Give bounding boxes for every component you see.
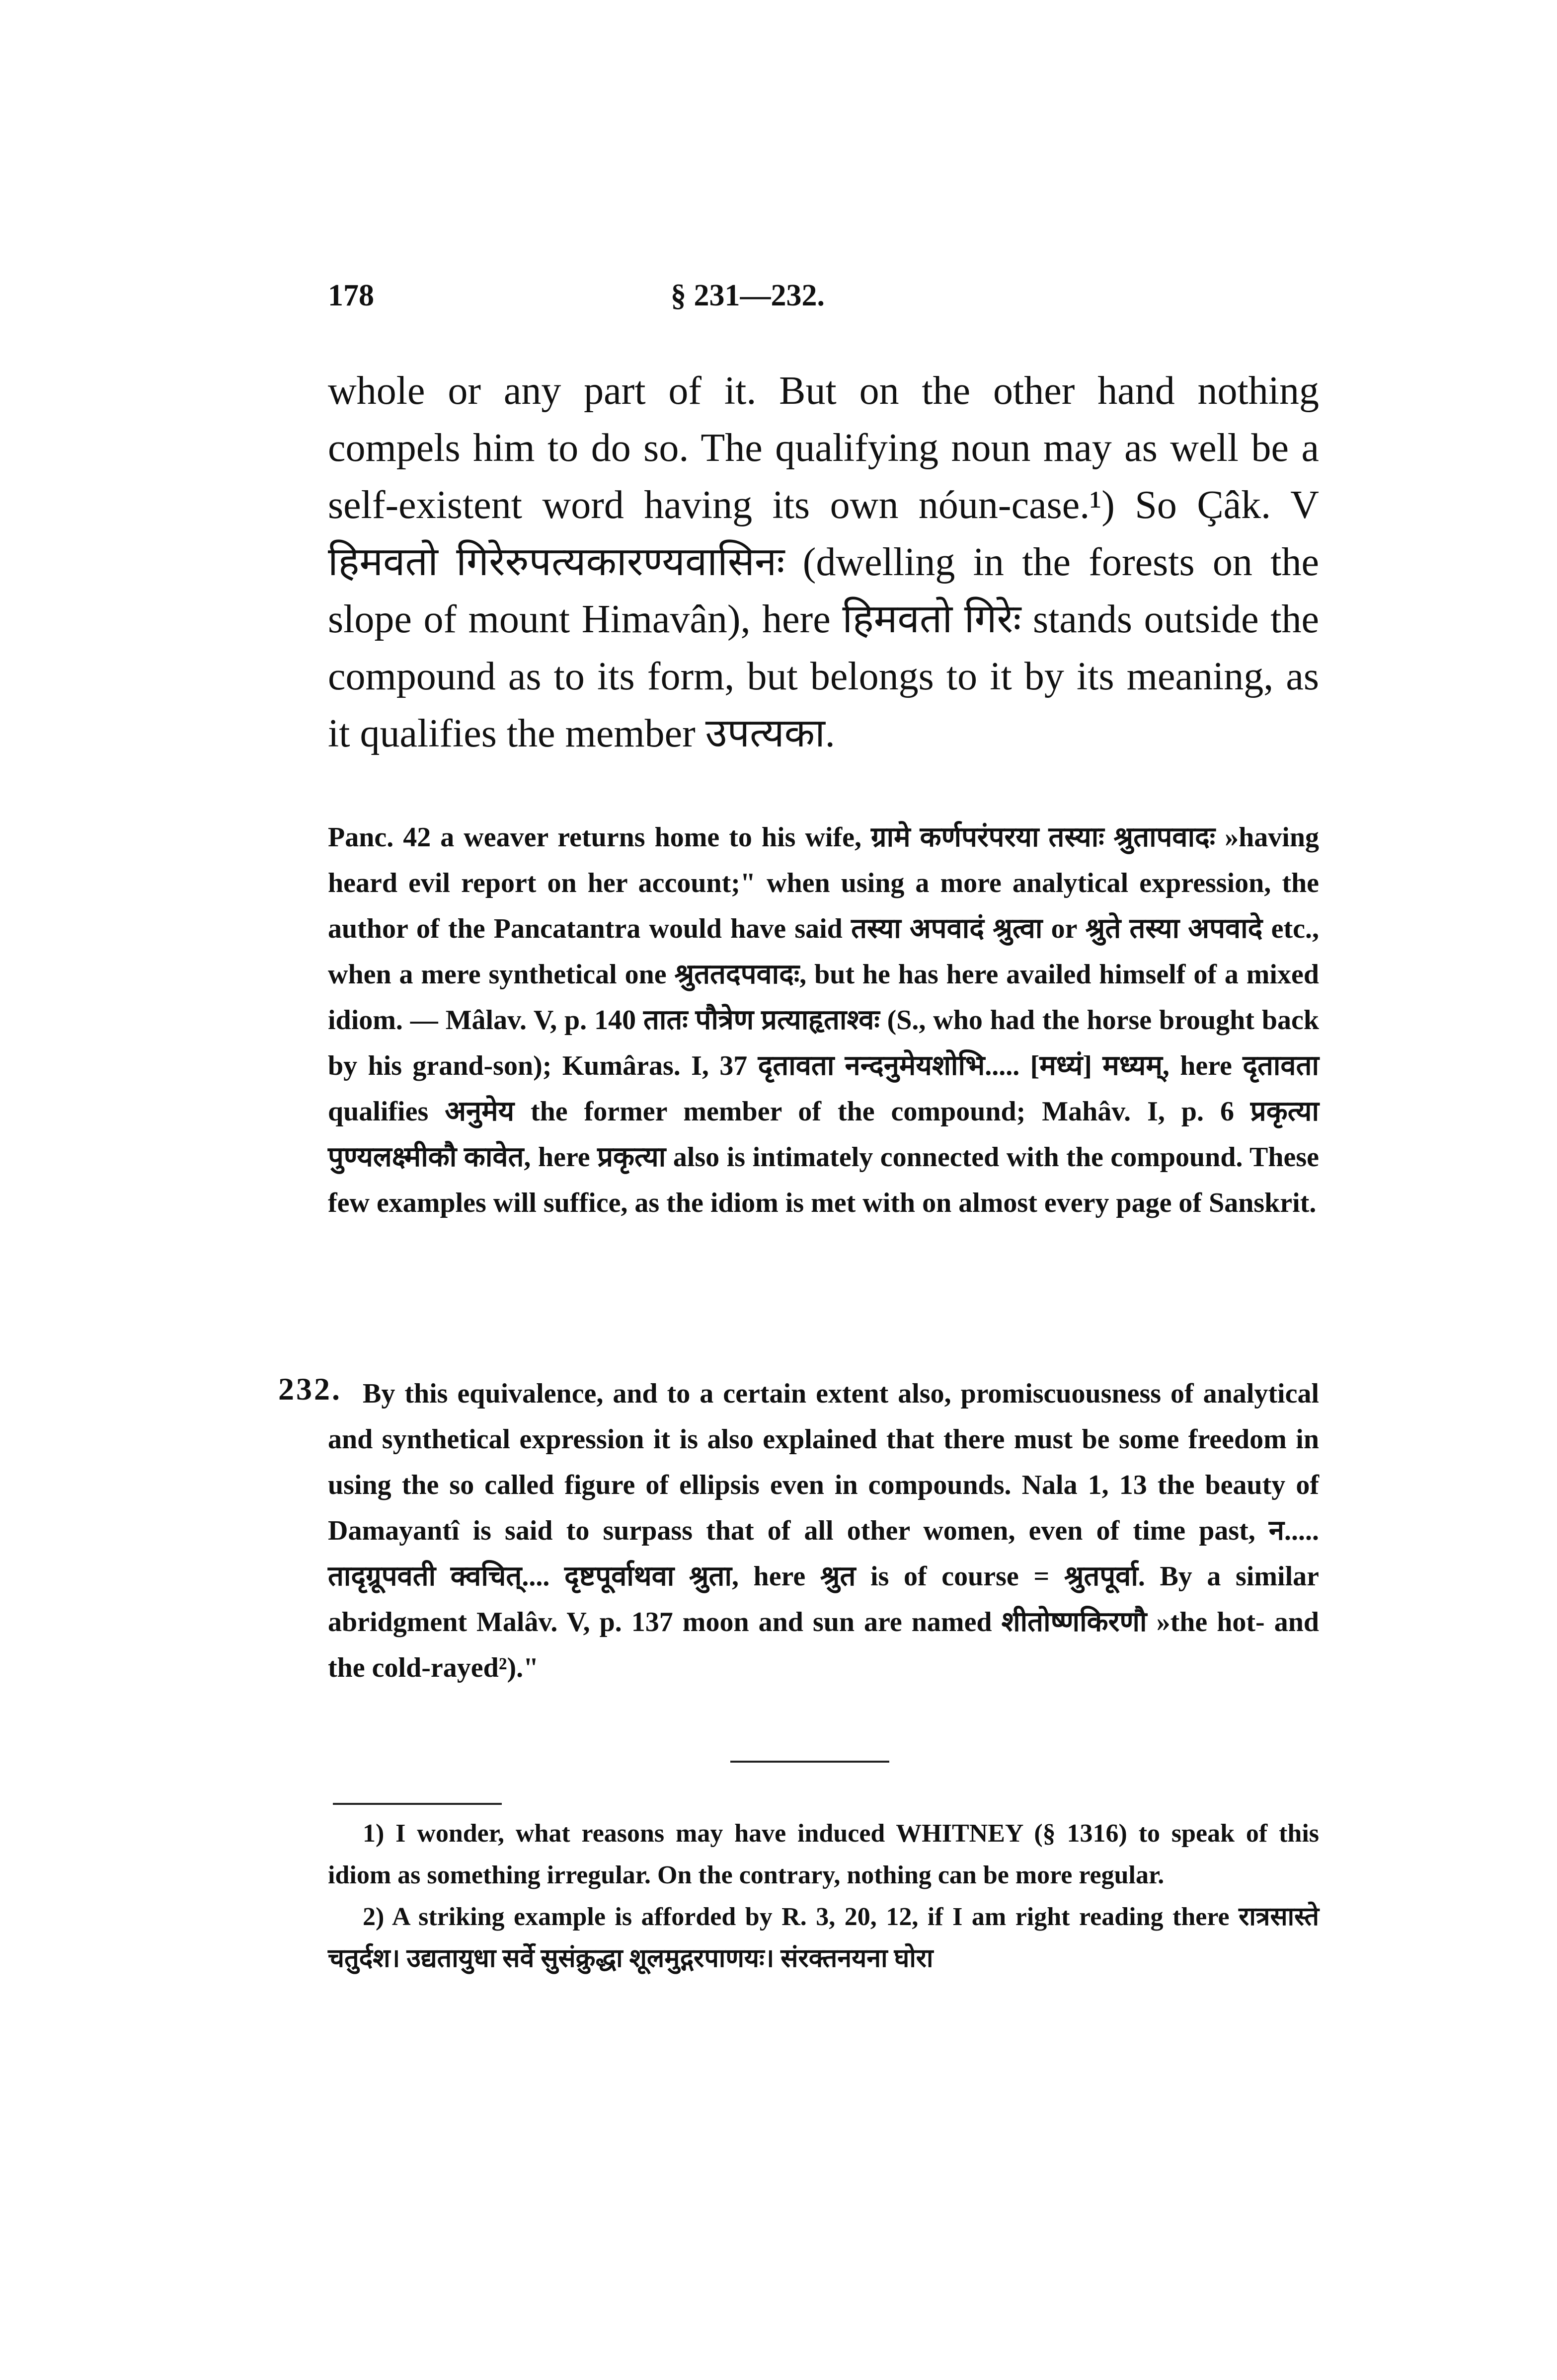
section-232-text: By this equivalence, and to a certain extent also, promiscuousness of analytical and synthetical expression it is also explained that there must be some freedom in using the so called figure of ellipsis even in compounds. Nala 1, 13 the beauty of Damayantî is said to surpass that of all other women, even of time past, न..... तादृग्रूपवती क्वचित्.... दृष्टपूर्वाथवा श्रुता, here श्रुत is of course = श्रुतपूर्वा. By a similar abridgment Malâv. V, p. 137 moon and sun are named शीतोष्णकिरणौ »the hot- and the cold-rayed²)." <box>328 1378 1319 1683</box>
footnote-rule <box>333 1803 502 1805</box>
section-divider <box>730 1761 889 1763</box>
footnote-2: 2) A striking example is afforded by R. 3, 20, 12, if I am right reading there रात्रसास्ते चतुर्दश। उद्यतायुधा सर्वे सुसंक्रुद्धा शूलमुद्गरपाणयः। संरक्तनयना घोरा <box>328 1903 1319 1973</box>
footnote-1: 1) I wonder, what reasons may have induced WHITNEY (§ 1316) to speak of this idiom as something irregular. On the contrary, nothing can be more regular. <box>328 1819 1319 1889</box>
section-232-paragraph <box>328 1371 1319 1691</box>
page-number: 178 <box>328 279 374 312</box>
paragraph-main <box>328 363 1319 762</box>
paragraph-examples <box>328 815 1319 1226</box>
section-number: 232. <box>278 1371 342 1407</box>
examples-text: Panc. 42 a weaver returns home to his wife, ग्रामे कर्णपरंपरया तस्याः श्रुतापवादः »having heard evil report on her account;" when using a more analytical expression, the author of the Pancatantra would have said तस्या अपवादं श्रुत्वा or श्रुते तस्या अपवादे etc., when a mere synthetical one श्रुततदपवादः, but he has here availed himself of a mixed idiom. — Mâlav. V, p. 140 तातः पौत्रेण प्रत्याहृताश्वः (S., who had the horse brought back by his grand-son); Kumâras. I, 37 दृतावता नन्दनुमेयशोभि..... [मध्यं] मध्यम्, here दृतावता qualifies अनुमेय the former member of the compound; Mahâv. I, p. 6 प्रकृत्या पुण्यलक्ष्मीकौ कावेत, here प्रकृत्या also is intimately connected with the compound. These few examples will suffice, as the idiom is met with on almost every page of Sanskrit. <box>328 822 1319 1218</box>
paragraph-text: whole or any part of it. But on the other hand nothing compels him to do so. The qualifying noun may as well be a self-existent word having its own nóun-case.¹) So Çâk. V हिमवतो गिरेरुपत्यकारण्यवासिनः (dwelling in the forests on the slope of mount Himavân), here हिमवतो गिरेः stands outside the compound as to its form, but belongs to it by its meaning, as it qualifies the member उपत्यका. <box>328 369 1319 755</box>
footnotes <box>328 1813 1319 1980</box>
section-range: § 231—232. <box>671 279 825 312</box>
